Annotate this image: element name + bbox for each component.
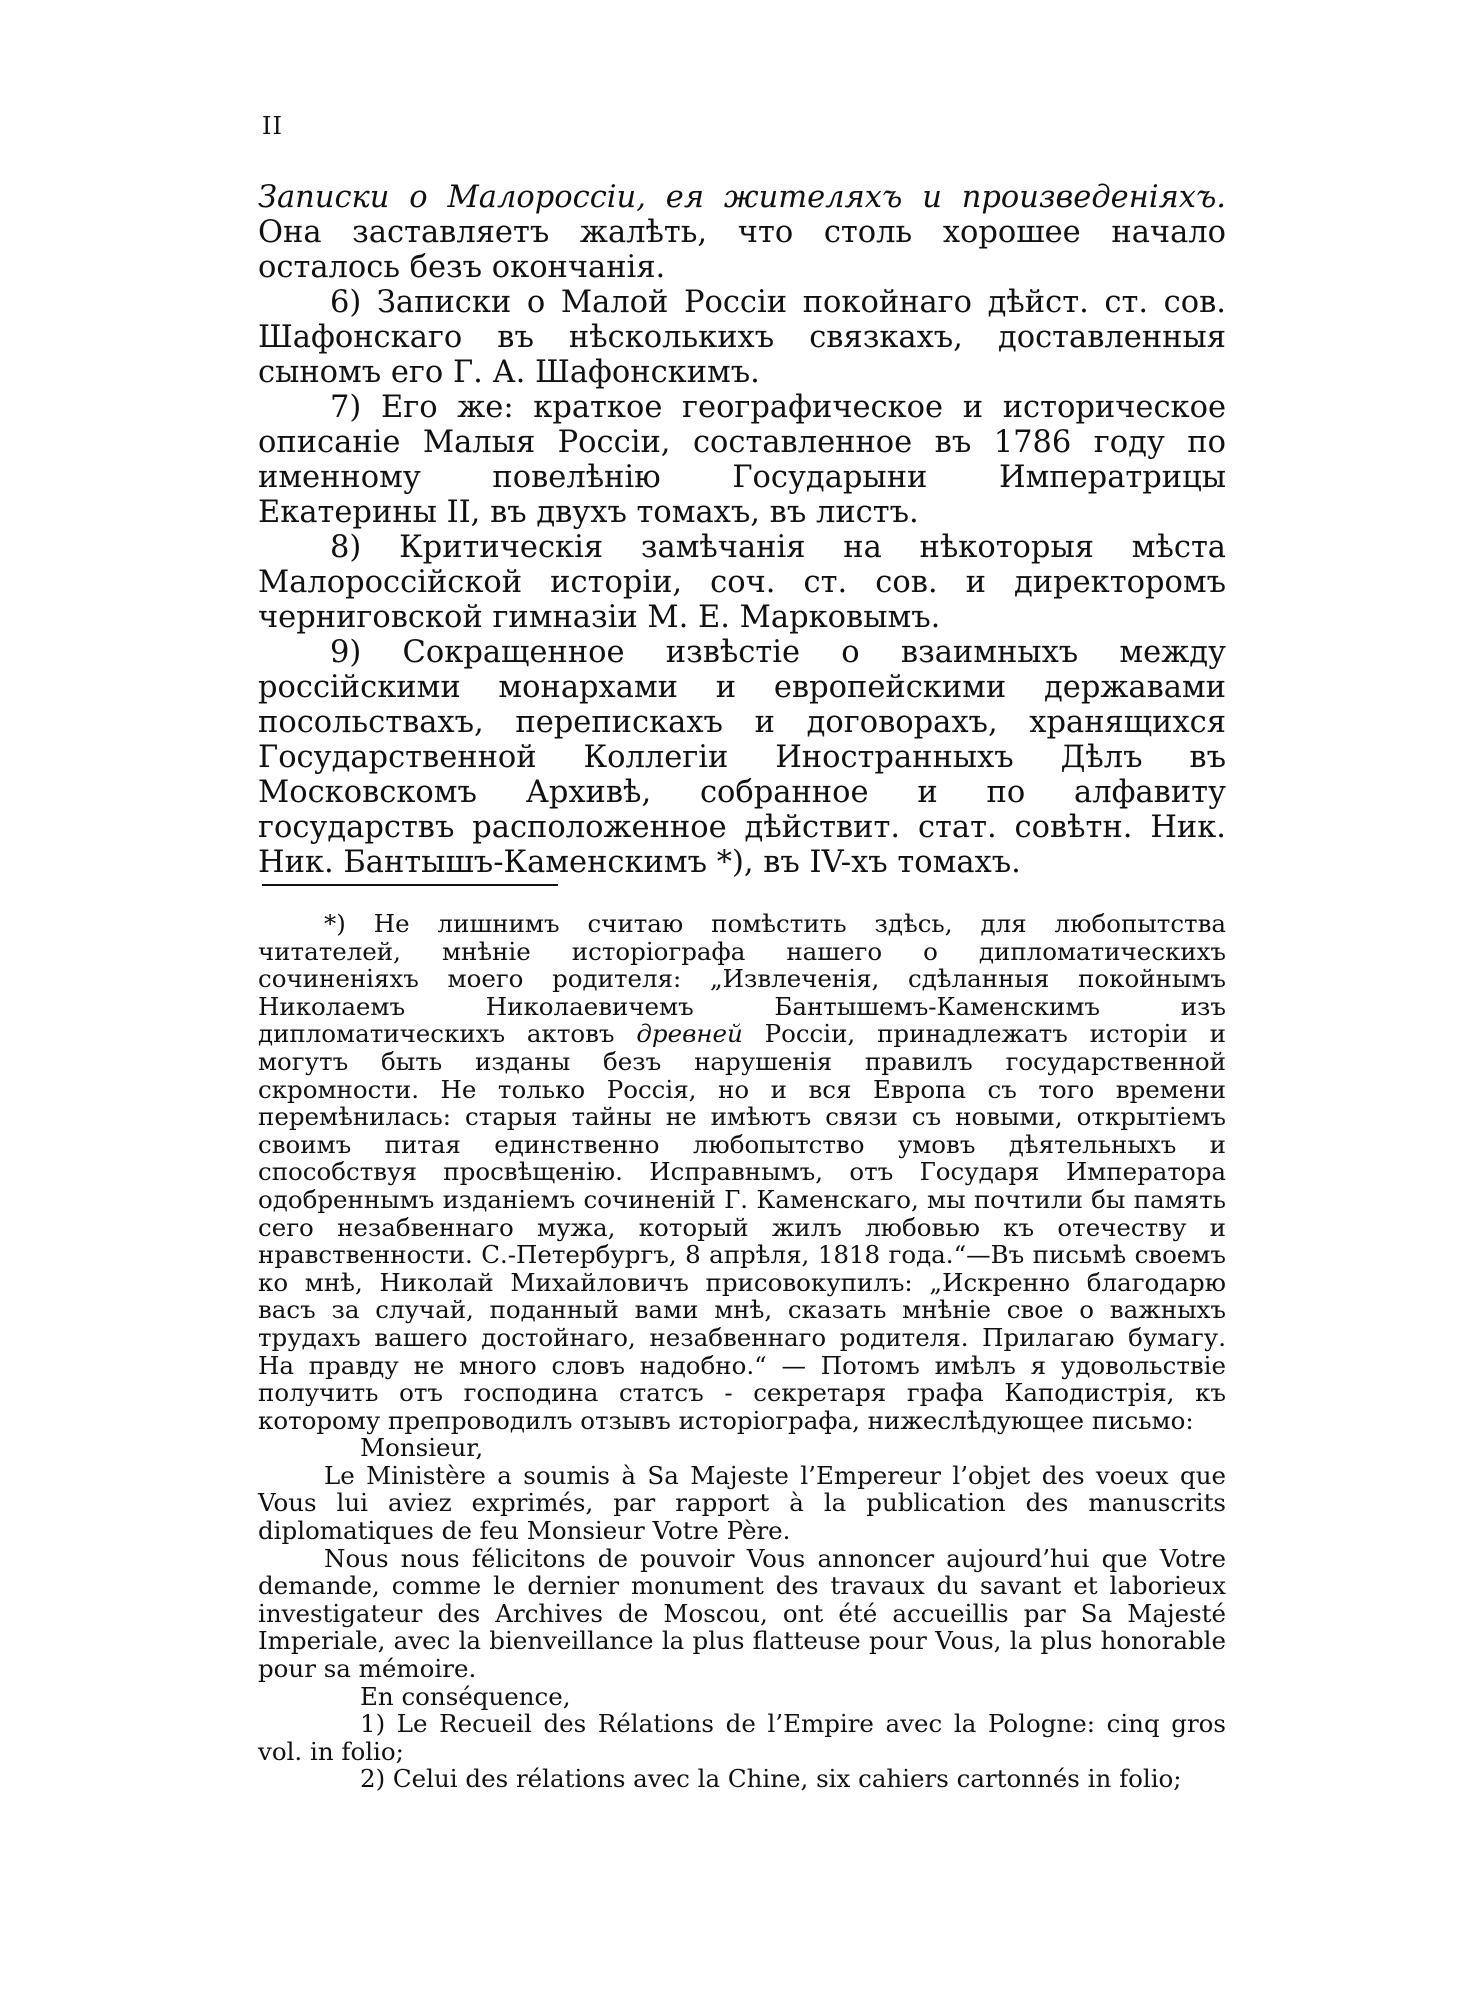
- paragraph-item-6: 6) Записки о Малой Россіи покойнаго дѣйст. ст. сов. Шафонскаго въ нѣсколькихъ связкахъ, доставленныя сыномъ его Г. А. Шафонскимъ.: [258, 285, 1226, 390]
- paragraph-text: Она заставляетъ жалѣть, что столь хорошее начало осталось безъ окончанія.: [258, 215, 1226, 285]
- letter-paragraph-1: Le Ministère a soumis à Sa Majeste l’Empereur l’objet des voeux que Vous lui aviez exprimés, par rapport à la publication des manuscrits diplomatiques de feu Monsieur Votre Père.: [258, 1460, 1226, 1546]
- italic-title: Записки о Малороссіи, ея жителяхъ и произведеніяхъ.: [258, 180, 1226, 215]
- footnote-paragraph: [258, 910, 1226, 1434]
- paragraph-item-7: 7) Его же: краткое географическое и историческое описаніе Малыя Россіи, составленное въ 1786 году по именному повелѣнію Государыни Императрицы Екатерины II, въ двухъ томахъ, въ листъ.: [258, 390, 1226, 530]
- footnote-italic-word: древней: [636, 1019, 743, 1049]
- letter-paragraph-3: En conséquence,: [360, 1681, 571, 1711]
- footnote-text-a: *) Не лишнимъ считаю помѣстить здѣсь, для любопытства читателей, мнѣніе исторіографа нашего о дипломатическихъ сочиненіяхъ моего родителя: „Извлеченія, сдѣланныя покойнымъ Николаемъ Николаевичемъ Бантышемъ-Каменскимъ изъ дипломатическихъ актовъ: [258, 909, 1226, 1049]
- letter-paragraph-2: Nous nous félicitons de pouvoir Vous annoncer aujourd’hui que Votre demande, comme le dernier monument des travaux du savant et laborieux investigateur des Archives de Moscou, ont été accueillis par Sa Majesté Imperiale, avec la bienveillance la plus flatteuse pour Vous, la plus honorable pour sa mémoire.: [258, 1543, 1226, 1684]
- paragraph-item-9: 9) Сокращенное извѣстіе о взаимныхъ между россійскими монархами и европейскими державами посольствахъ, перепискахъ и договорахъ, хранящихся Государственной Коллегіи Иностранныхъ Дѣлъ въ Московскомъ Архивѣ, собранное и по алфавиту государствъ расположенное дѣйствит. стат. совѣтн. Ник. Ник. Бантышъ-Каменскимъ *), въ IV-хъ томахъ.: [258, 635, 1226, 880]
- page-number: II: [262, 112, 283, 140]
- paragraph-item-8: 8) Критическія замѣчанія на нѣкоторыя мѣста Малороссійской исторіи, соч. ст. сов. и директоромъ черниговской гимназіи М. Е. Марковымъ.: [258, 530, 1226, 635]
- footnote: [258, 910, 1226, 1793]
- main-text: [258, 180, 1226, 880]
- footnote-text-b: Россіи, принадлежатъ исторіи и могутъ быть изданы безъ нарушенія правилъ государственной скромности. Не только Россія, но и вся Европа съ того времени перемѣнилась: старыя тайны не имѣютъ связи съ новыми, открытіемъ своимъ питая единственно любопытство умовъ дѣятельныхъ и способствуя просвѣщенію. Исправнымъ, отъ Государя Императора одобреннымъ изданіемъ сочиненій Г. Каменскаго, мы почтили бы память сего незабвеннаго мужа, который жилъ любовью къ отечеству и нравственности. С.-Петербургъ, 8 апрѣля, 1818 года.“—Въ письмѣ своемъ ко мнѣ, Николай Михайловичъ присовокупилъ: „Искренно благодарю васъ за случай, поданный вами мнѣ, сказать мнѣніе свое о важныхъ трудахъ вашего достойнаго, незабвеннаго родителя. Прилагаю бумагу. На правду не много словъ надобно.“ — Потомъ имѣлъ я удовольствіе получить отъ господина статсъ - секретаря графа Каподистрія, къ которому препроводилъ отзывъ исторіографа, нижеслѣдующее письмо:: [258, 1019, 1226, 1435]
- letter-list-item-1: 1) Le Recueil des Rélations de l’Empire avec la Pologne: cinq gros vol. in folio;: [258, 1709, 1226, 1766]
- paragraph-zapiski-malorossii: [258, 180, 1226, 285]
- letter-salutation: Monsieur,: [360, 1433, 484, 1463]
- letter-list-item-2: 2) Celui des rélations avec la Chine, six cahiers cartonnés in folio;: [360, 1764, 1182, 1794]
- footnote-divider: [262, 884, 558, 886]
